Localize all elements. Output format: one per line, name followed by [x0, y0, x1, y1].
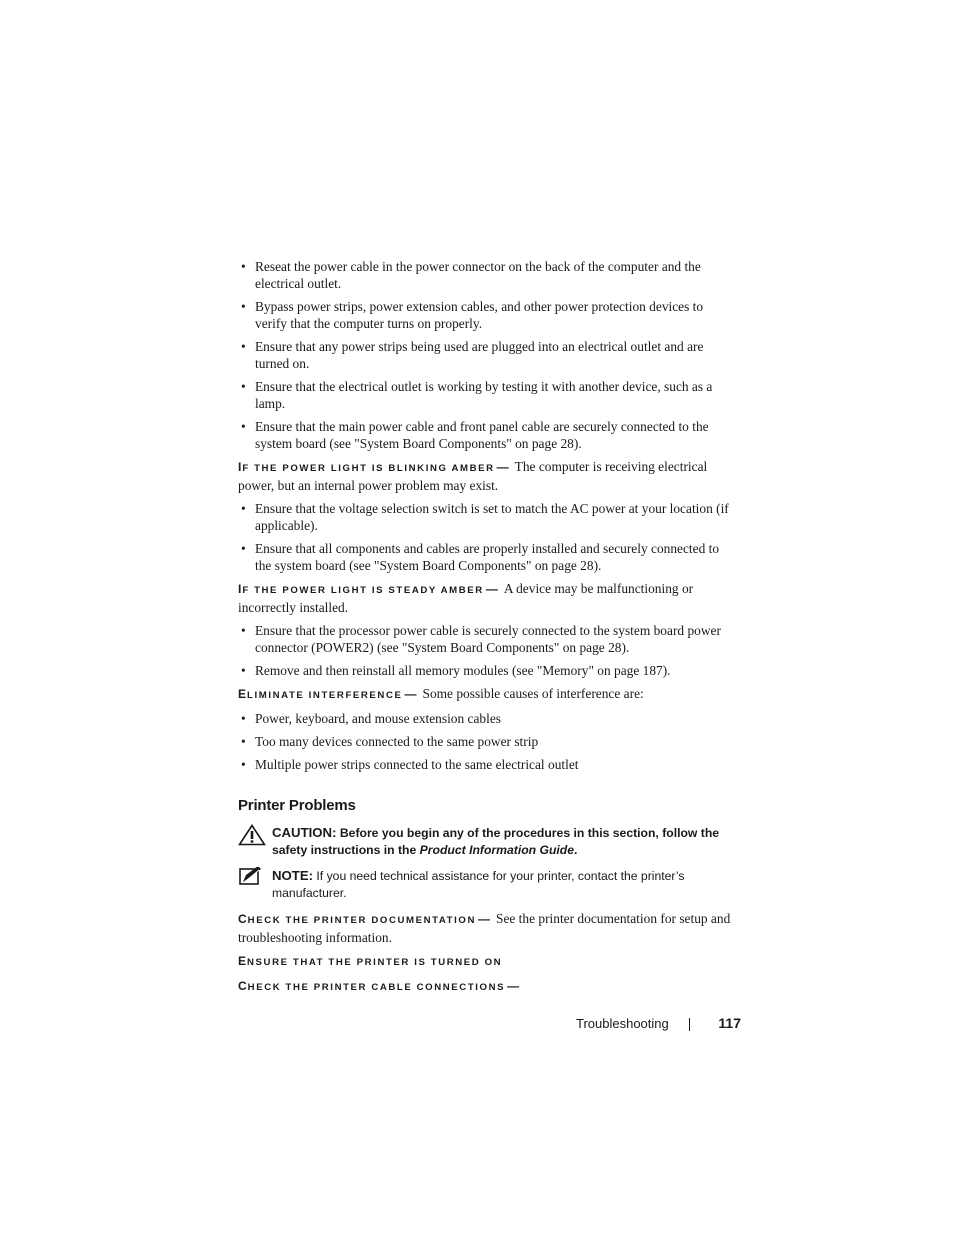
list-item: • Ensure that any power strips being used are plugged into an electrical outlet and are turned on.: [241, 339, 704, 371]
section-title: Printer Problems: [238, 797, 356, 814]
bullet: •: [241, 623, 246, 638]
caution-guide-name: Product Information Guide: [419, 843, 575, 857]
bullet: •: [241, 501, 246, 516]
check-cable-heading: CHECK THE PRINTER CABLE CONNECTIONS: [238, 979, 506, 993]
bullet: •: [241, 259, 246, 274]
steady-amber-heading: IF THE POWER LIGHT IS STEADY AMBER: [238, 582, 484, 596]
ensure-printer-on-paragraph: [238, 952, 738, 971]
caution-text: Before you begin any of the procedures in this section, follow the safety instructions in the: [272, 826, 720, 857]
bullet: •: [241, 339, 246, 354]
page-content: [238, 258, 738, 1002]
bullet: •: [241, 711, 246, 726]
check-documentation-heading: CHECK THE PRINTER DOCUMENTATION: [238, 912, 476, 926]
list-item: • Remove and then reinstall all memory modules (see "Memory" on page 187).: [241, 663, 671, 678]
interference-list: [238, 710, 738, 773]
blinking-amber-paragraph: IF THE POWER LIGHT IS BLINKING AMBER — The computer is receiving electrical power, but an internal power problem may exist.: [238, 459, 708, 493]
ensure-printer-on-heading: ENSURE THAT THE PRINTER IS TURNED ON: [238, 954, 503, 968]
blinking-amber-heading: IF THE POWER LIGHT IS BLINKING AMBER: [238, 460, 495, 474]
page-footer: [576, 1015, 741, 1035]
list-item: • Bypass power strips, power extension cables, and other power protection devices to verify that the computer turns on properly.: [241, 299, 704, 331]
note-text: If you need technical assistance for your printer, contact the printer’s manufacturer.: [272, 869, 685, 900]
list-item: • Too many devices connected to the same power strip: [241, 734, 539, 749]
bullet: •: [241, 541, 246, 556]
list-item: • Ensure that the voltage selection switch is set to match the AC power at your location (if applicable).: [241, 501, 729, 533]
power-checks-list: [238, 258, 738, 452]
footer-section-name: Troubleshooting: [576, 1016, 669, 1031]
caution-notice: CAUTION: Before you begin any of the procedures in this section, follow the safety instructions in the Product Information Guide.: [238, 824, 738, 859]
bullet: •: [241, 757, 246, 772]
steady-amber-list: [238, 622, 738, 679]
bullet: •: [241, 379, 246, 394]
list-item: • Ensure that the processor power cable is securely connected to the system board power connector (POWER2) (see "System Board Components" on page 28).: [241, 623, 721, 655]
bullet: •: [241, 299, 246, 314]
check-documentation-paragraph: CHECK THE PRINTER DOCUMENTATION — See the printer documentation for setup and troubleshooting information.: [238, 911, 731, 945]
list-item: • Reseat the power cable in the power connector on the back of the computer and the electrical outlet.: [241, 259, 701, 291]
bullet: •: [241, 419, 246, 434]
interference-paragraph: ELIMINATE INTERFERENCE — Some possible causes of interference are:: [238, 686, 644, 701]
page-number: 117: [718, 1015, 741, 1031]
footer-divider: [689, 1018, 690, 1031]
caution-label: CAUTION:: [272, 825, 337, 840]
list-item: • Multiple power strips connected to the same electrical outlet: [241, 757, 579, 772]
check-cable-paragraph: CHECK THE PRINTER CABLE CONNECTIONS —: [238, 979, 520, 993]
note-notice: [238, 867, 738, 902]
list-item: • Ensure that the electrical outlet is working by testing it with another device, such as a lamp.: [241, 379, 713, 411]
list-item: • Ensure that the main power cable and front panel cable are securely connected to the system board (see "System Board Components" on page 28).: [241, 419, 709, 451]
list-item: • Ensure that all components and cables are properly installed and securely connected to the system board (see "System Board Components" on page 28).: [241, 541, 720, 573]
bullet: •: [241, 734, 246, 749]
caution-triangle-icon: [238, 824, 266, 851]
steady-amber-paragraph: IF THE POWER LIGHT IS STEADY AMBER — A device may be malfunctioning or incorrectly installed.: [238, 581, 694, 615]
note-label: NOTE:: [272, 868, 314, 883]
list-item: • Power, keyboard, and mouse extension cables: [241, 711, 502, 726]
note-pencil-icon: [238, 867, 262, 892]
blinking-amber-list: [238, 500, 738, 574]
bullet: •: [241, 663, 246, 678]
interference-heading: ELIMINATE INTERFERENCE: [238, 687, 403, 701]
